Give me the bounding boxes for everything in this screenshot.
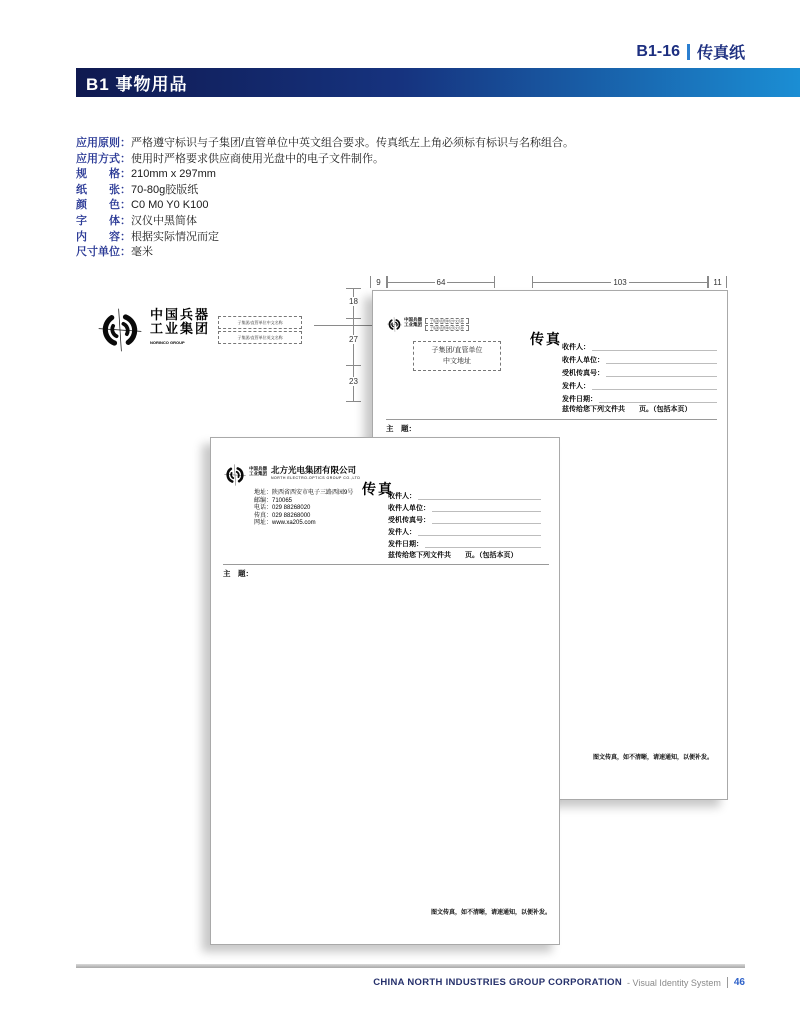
example-company-name: 北方光电集团有限公司: [271, 465, 357, 475]
footer-system: - Visual Identity System: [627, 977, 721, 988]
subject-label: 主 题：: [386, 424, 416, 433]
subject-divider: [386, 419, 717, 420]
sheet-logo-block: [387, 317, 469, 332]
dim-11: 11: [713, 277, 722, 287]
spec-row: 颜 色：C0 M0 Y0 K100: [76, 199, 209, 212]
fax-fields: [562, 339, 717, 404]
footer-page-number: 46: [733, 977, 745, 988]
footer: [373, 977, 745, 988]
norinco-logo-icon: [98, 308, 142, 352]
spec-row: 规 格：210mm x 297mm: [76, 168, 216, 181]
example-contact-lines: [254, 490, 360, 528]
brand-name-cn-mini: 中国兵器 工业集团: [404, 317, 422, 327]
field-date: 发件日期：: [562, 391, 717, 404]
field-recipient: 收件人：: [388, 489, 541, 501]
field-sender: 发件人：: [562, 378, 717, 391]
fax-sheet-example: [210, 437, 560, 945]
contact-address: 地址：陕西省西安市电子三路西园9号: [254, 490, 354, 496]
spec-row: 应用方式：使用时严格要求供应商使用光盘中的电子文件制作。: [76, 152, 384, 165]
contact-fax: 传真：029 88268000: [254, 512, 311, 519]
fax-note: 图文传真，如不清晰，请速通知，以便补发。: [430, 910, 551, 916]
contact-zip: 邮编：710065: [254, 497, 293, 504]
contact-phone: 电话：029 88268020: [254, 505, 311, 512]
footer-company: CHINA NORTH INDUSTRIES GROUP CORPORATION: [373, 977, 622, 988]
page-code-number: B1-16: [636, 42, 680, 60]
brand-name-cn: 中国兵器 工业集团 NORINCO GROUP: [150, 308, 210, 350]
dim-103: 103: [613, 277, 627, 287]
fax-title: 传真: [530, 331, 562, 347]
subject-label: 主 题：: [223, 569, 253, 578]
brand-block: [98, 308, 302, 352]
brand-placeholders: [218, 316, 302, 346]
spec-row: 字 体：汉仪中黑简体: [76, 214, 197, 227]
fax-fields: [388, 489, 541, 549]
contact-web: 网址：www.xa205.com: [254, 520, 316, 527]
page-code-category: 传真纸: [696, 45, 745, 62]
spec-row: 尺寸单位：毫米: [76, 246, 153, 259]
dim-9: 9: [376, 277, 381, 287]
pages-line: 兹传给您下列文件共 页。（包括本页）: [562, 406, 692, 413]
dim-27: 27: [346, 335, 361, 344]
footer-separator: [727, 977, 728, 988]
example-company-block: [224, 464, 360, 528]
footer-divider-bar: [76, 964, 745, 968]
field-fax-number: 受机传真号：: [388, 513, 541, 525]
field-recipient-org: 收件人单位：: [562, 352, 717, 365]
field-recipient-org: 收件人单位：: [388, 501, 541, 513]
field-recipient: 收件人：: [562, 339, 717, 352]
page-code: [636, 40, 745, 63]
top-dimension-line: [370, 276, 727, 288]
spec-row: 内 容：根据实际情况而定: [76, 230, 219, 243]
spec-list: [76, 136, 574, 261]
field-sender: 发件人：: [388, 525, 541, 537]
brand-placeholders-mini: 子集团/直管单位中文名称 子集团/直管单位英文名称: [425, 318, 469, 332]
section-title-bar: [76, 68, 800, 97]
norinco-logo-icon: [224, 464, 246, 486]
placeholder-en-box: 子集团/直管单位英文名称: [218, 331, 302, 344]
subject-divider: [223, 564, 549, 565]
pages-line: 兹传给您下列文件共 页。（包括本页）: [388, 552, 518, 559]
dim-64: 64: [436, 277, 446, 287]
field-date: 发件日期：: [388, 537, 541, 549]
spec-row: 纸 张：70-80g胶版纸: [76, 183, 199, 196]
placeholder-cn-box: 子集团/直管单位中文名称: [218, 316, 302, 329]
dim-18: 18: [346, 297, 361, 306]
address-placeholder-box: 子集团/直管单位 中文地址: [413, 341, 501, 371]
spec-row: 应用原则：严格遵守标识与子集团/直管单位中英文组合要求。传真纸左上角必须标有标识与名称组合。: [76, 137, 575, 149]
field-fax-number: 受机传真号：: [562, 365, 717, 378]
brand-name-cn-mini: 中国兵器 工业集团: [249, 466, 267, 476]
brand-name-en: NORINCO GROUP: [150, 340, 185, 345]
fax-title: 传真: [362, 481, 394, 497]
code-separator: [687, 44, 690, 60]
section-title: B1 事物用品: [86, 75, 188, 94]
example-company-name-en: NORTH ELECTRO-OPTICS GROUP CO.,LTD: [271, 476, 361, 480]
callout-line: [314, 325, 372, 326]
norinco-logo-icon: [387, 317, 402, 332]
fax-note: 图文传真，如不清晰，请速通知，以便补发。: [592, 755, 713, 761]
dim-23: 23: [346, 377, 361, 386]
